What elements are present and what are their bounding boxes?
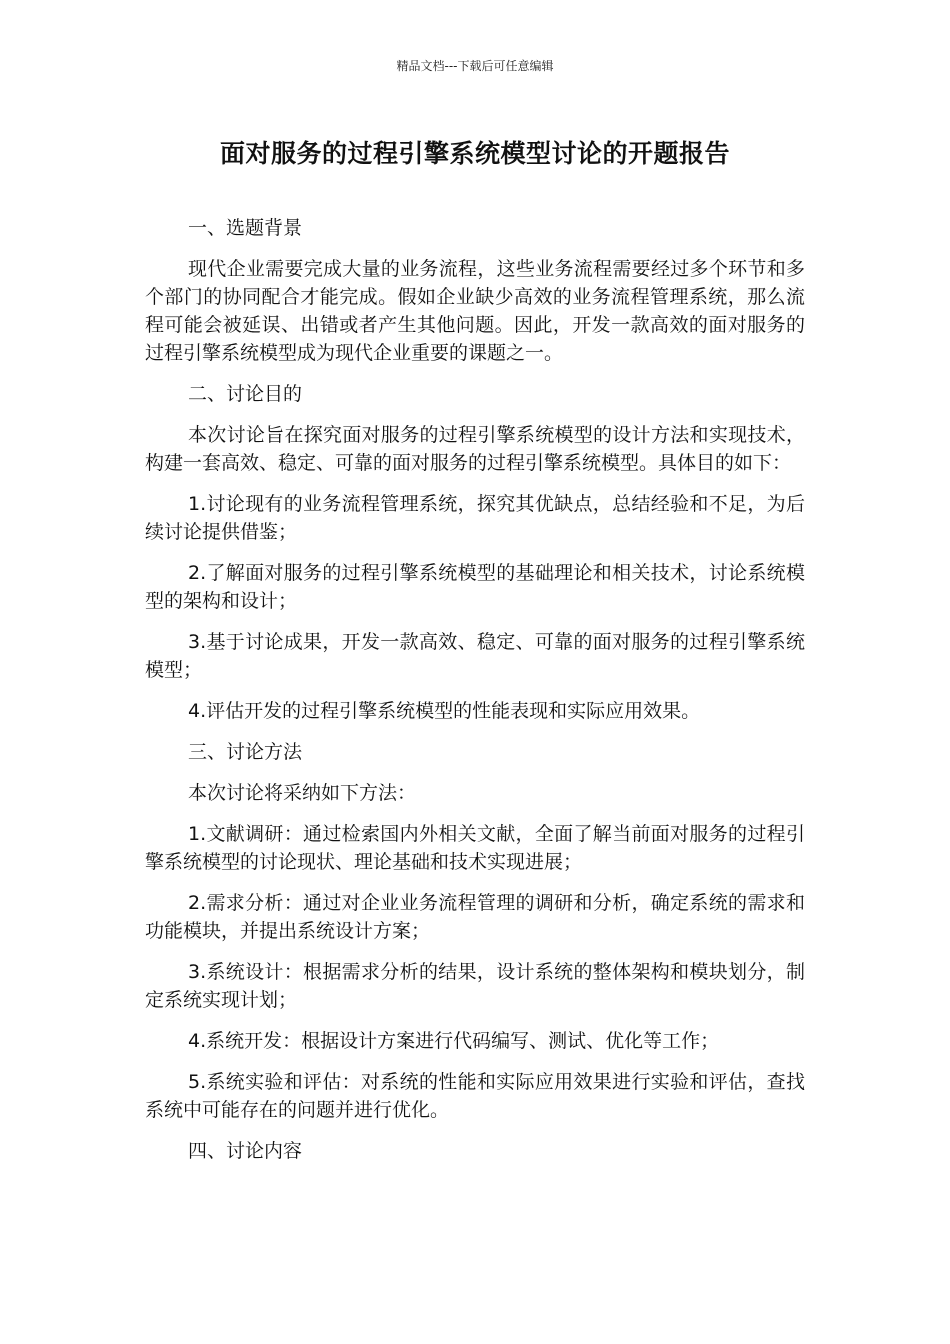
section-heading-content: 四、讨论内容 [188,1140,303,1162]
page-header-watermark: 精品文档---下载后可任意编辑 [396,59,554,73]
document-title: 面对服务的过程引擎系统模型讨论的开题报告 [219,139,730,168]
paragraph-background: 现代企业需要完成大量的业务流程，这些业务流程需要经过多个环节和多个部门的协同配合才能完成。假如企业缺少高效的业务流程管理系统，那么流程可能会被延误、出错或者产生其他问题。因此，开发一款高效的面对服务的过程引擎系统模型成为现代企业重要的课题之一。 [145,258,805,364]
paragraph-purpose-intro: 本次讨论旨在探究面对服务的过程引擎系统模型的设计方法和实现技术，构建一套高效、稳定、可靠的面对服务的过程引擎系统模型。具体目的如下： [145,424,805,474]
section-heading-method: 三、讨论方法 [188,741,303,763]
section-heading-background: 一、选题背景 [188,217,303,239]
list-item-purpose-2: 2.了解面对服务的过程引擎系统模型的基础理论和相关技术，讨论系统模型的架构和设计； [145,562,805,612]
list-item-method-5: 5.系统实验和评估：对系统的性能和实际应用效果进行实验和评估，查找系统中可能存在的问题并进行优化。 [145,1071,805,1121]
section-heading-purpose: 二、讨论目的 [188,383,303,405]
list-item-purpose-4: 4.评估开发的过程引擎系统模型的性能表现和实际应用效果。 [188,700,701,722]
list-item-method-2: 2.需求分析：通过对企业业务流程管理的调研和分析，确定系统的需求和功能模块，并提出系统设计方案； [145,892,805,942]
list-item-method-4: 4.系统开发：根据设计方案进行代码编写、测试、优化等工作； [188,1030,720,1052]
paragraph-method-intro: 本次讨论将采纳如下方法： [188,782,417,804]
document-body [145,214,805,1178]
list-item-purpose-3: 3.基于讨论成果，开发一款高效、稳定、可靠的面对服务的过程引擎系统模型； [145,631,805,681]
list-item-method-1: 1.文献调研：通过检索国内外相关文献，全面了解当前面对服务的过程引擎系统模型的讨论现状、理论基础和技术实现进展； [145,823,805,873]
list-item-purpose-1: 1.讨论现有的业务流程管理系统，探究其优缺点，总结经验和不足，为后续讨论提供借鉴； [145,493,805,543]
list-item-method-3: 3.系统设计：根据需求分析的结果，设计系统的整体架构和模块划分，制定系统实现计划； [145,961,805,1011]
